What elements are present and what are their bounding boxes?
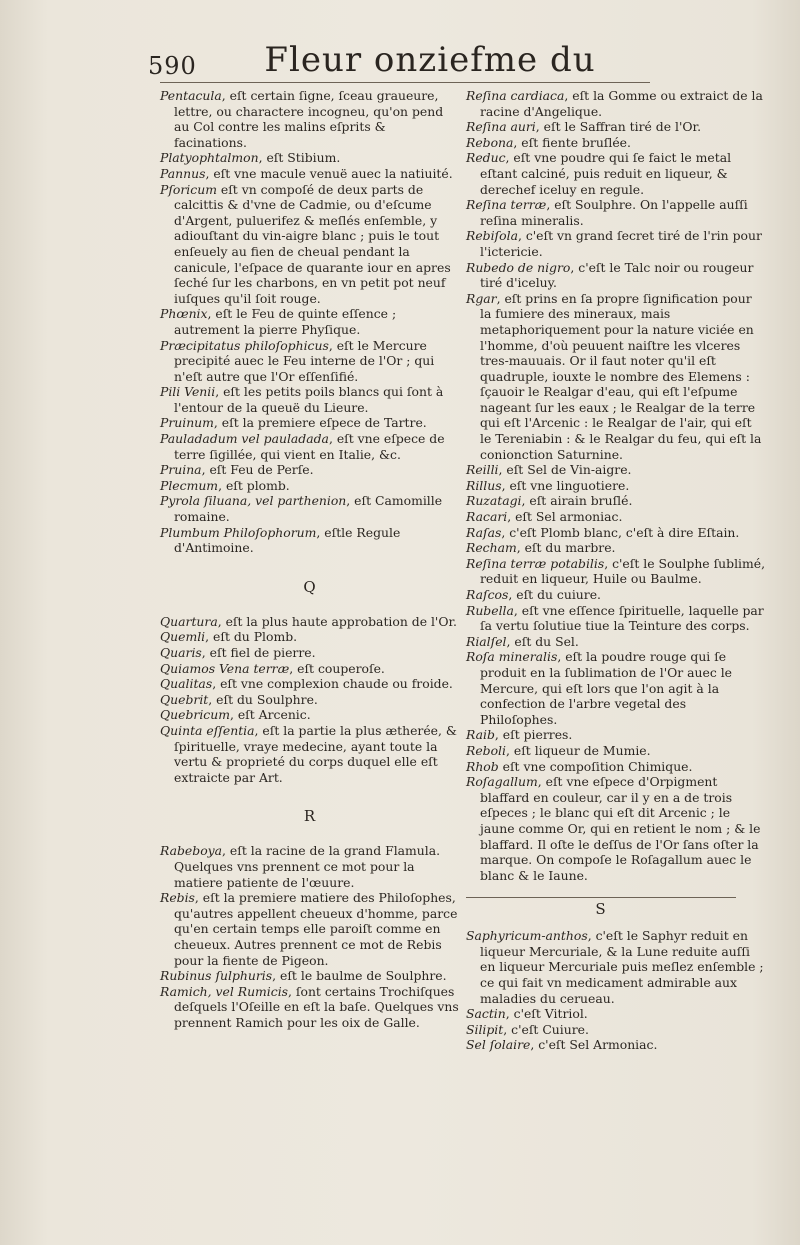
entry-term: Reſina cardiaca — [466, 88, 565, 103]
dictionary-entry — [466, 743, 766, 759]
entry-term: Reduc — [466, 150, 506, 166]
dictionary-entry — [160, 338, 460, 385]
entry-definition: , c'eſt le Saphyr reduit en liqueur Mercuriale, & la Lune reduite auſſi en liqueur Mercuriale puis meſlez enſemble ; ce qui fait vn medicament admirable aux maladies du cerueau. — [480, 928, 764, 1006]
dictionary-entry — [160, 88, 460, 150]
entry-term: Raib — [466, 727, 495, 743]
entry-definition: , eſt plomb. — [218, 477, 290, 493]
header-rule — [160, 82, 650, 83]
dictionary-entry — [466, 1006, 766, 1022]
dictionary-entry — [160, 843, 460, 890]
entry-definition: , eſt du Plomb. — [205, 629, 298, 645]
entries-s — [466, 928, 766, 1053]
dictionary-entry — [466, 556, 766, 587]
running-title: Fleur onziefme du — [264, 40, 596, 80]
dictionary-entry — [160, 462, 460, 478]
dictionary-entry — [160, 150, 460, 166]
dictionary-entry — [466, 525, 766, 541]
dictionary-entry — [466, 119, 766, 135]
entry-term: Reſina auri — [466, 119, 536, 135]
entry-definition: , eſt le baulme de Soulphre. — [272, 968, 447, 984]
entry-term: Quartura — [160, 613, 218, 629]
dictionary-entry — [160, 661, 460, 677]
dictionary-entry — [160, 493, 460, 524]
entry-definition: , eſt vne macule venuë auec la natiuité. — [205, 165, 453, 181]
entry-term: Platyophtalmon — [160, 150, 259, 166]
dictionary-entry — [160, 182, 460, 307]
entry-term: Rubedo de nigro — [466, 259, 571, 275]
entry-term: Quemli — [160, 629, 206, 645]
entry-term: Rhob — [466, 758, 499, 774]
dictionary-entry — [466, 727, 766, 743]
dictionary-entry — [160, 384, 460, 415]
entry-term: Rebis — [160, 890, 195, 906]
dictionary-entry — [466, 509, 766, 525]
entry-term: Plumbum Philoſophorum — [160, 524, 317, 540]
entry-definition: , eſt prins en ſa propre ſignification pour la fumiere des mineraux, mais metaphoriquement pour la nature viciée en l'homme, d'où peuuent naiſtre les vlceres tres-mauuais. Or il faut noter qu'il eſt quadruple, iouxte le nombre des Elemens : ſçauoir le Realgar d'eau, qui eſt l'eſpume nageant ſur les eaux ; le Realgar de la terre qui eſt l'Arcenic : le Realgar de l'air, qui eſt le Tereniabin : & le Realgar du feu, qui eſt la conionction Saturnine. — [480, 290, 762, 462]
entry-definition: , eſt Sel armoniac. — [507, 509, 623, 525]
entry-definition: , eſt du cuiure. — [508, 587, 601, 602]
dictionary-entry — [466, 603, 766, 634]
entry-term: Reilli — [466, 462, 499, 478]
entry-term: Pruina — [160, 462, 202, 478]
entry-term: Saphyricum-anthos — [466, 928, 588, 944]
dictionary-entry — [160, 645, 460, 661]
entry-term: Ruzatagi — [466, 493, 522, 509]
entry-term: Sel ſolaire — [466, 1037, 531, 1053]
entry-term: Pruinum — [160, 415, 214, 431]
entry-definition: , eſt la partie la plus ætherée, & ſpirituelle, vraye medecine, ayant toute la vertu & proprieté du corps duquel elle eſt extraicte par Art. — [174, 722, 457, 785]
entries-q — [160, 614, 460, 786]
entry-term: Rgar — [466, 290, 497, 306]
entry-definition: , c'eſt le Talc noir ou rougeur tiré d'iceluy. — [480, 259, 754, 291]
entry-term: Quiamos Vena terræ — [160, 660, 290, 676]
entry-definition: , eſt pierres. — [494, 727, 573, 743]
entry-term: Quaris — [160, 645, 202, 660]
right-column — [466, 88, 766, 1053]
page-number: 590 — [148, 52, 197, 80]
entry-definition: , eſt la poudre rouge qui ſe produit en la ſublimation de l'Or auec le Mercure, qui eſt lors que l'on agit à la confection de l'arbre vegetal des Philoſophes. — [480, 649, 732, 727]
dictionary-entry — [160, 431, 460, 462]
entry-definition: , eſt vne eſpece d'Orpigment blaffard en couleur, car il y en a de trois eſpeces ; le blanc qui eſt dit Arcenic ; le jaune comme Or, qui en retient le nom ; & le blaffard. Il oſte le deſſus de l'Or ſans oſter la marque. On compoſe le Roſagallum auec le blanc & le Iaune. — [480, 774, 761, 883]
entry-term: Rabeboya — [160, 843, 223, 859]
entry-term: Quebrit — [160, 691, 209, 707]
entry-term: Pentacula — [160, 88, 222, 103]
entry-term: Reſina terræ — [466, 197, 547, 213]
entry-definition: , eſt le Mercure precipité auec le Feu interne de l'Or ; qui n'eſt autre que l'Or eſſenſifié. — [174, 337, 435, 384]
dictionary-entry — [160, 890, 460, 968]
entries-r — [160, 843, 460, 1030]
entry-definition: eſt vne compoſition Chimique. — [498, 758, 693, 774]
entry-definition: , eſt fiente bruſlée. — [513, 134, 631, 150]
dictionary-entry — [466, 540, 766, 556]
entry-term: Raſcos — [466, 587, 509, 602]
entry-definition: , c'eſt Sel Armoniac. — [530, 1037, 658, 1053]
entry-definition: , c'eſt Cuiure. — [503, 1021, 589, 1037]
entry-term: Quinta eſſentia — [160, 722, 255, 738]
entry-term: Rillus — [466, 477, 502, 493]
dictionary-entry — [466, 478, 766, 494]
entry-definition: , eſt Feu de Perſe. — [201, 462, 314, 478]
dictionary-entry — [466, 1037, 766, 1053]
entry-term: Pauladadum vel pauladada — [160, 431, 329, 447]
entry-definition: , eſt vne poudre qui ſe faict le metal eſtant calciné, puis reduit en liqueur, & derechef iceluy en regule. — [480, 150, 732, 197]
dictionary-entry — [160, 723, 460, 785]
section-letter-r: R — [303, 807, 317, 826]
dictionary-entry — [160, 306, 460, 337]
entry-definition: eſt vn compoſé de deux parts de calcittis & d'vne de Cadmie, ou d'eſcume d'Argent, puluerifez & meſlés enſemble, y adiouſtant du vin-aigre blanc ; puis le tout enſeuely au fien de cheual pendant la canicule, l'eſpace de quarante iour en apres ſeché ſur les charbons, en vn petit pot neuf iuſques qu'il ſoit rouge. — [174, 181, 451, 306]
entry-definition: , eſt vne linguotiere. — [501, 477, 630, 493]
left-column — [160, 88, 460, 1030]
entry-term: Pſoricum — [160, 181, 217, 197]
entry-definition: , eſt les petits poils blancs qui ſont à l'entour de la queuë du Lieure. — [174, 384, 444, 415]
entry-term: Pili Venii — [160, 384, 216, 400]
dictionary-entry — [466, 197, 766, 228]
entry-definition: , eſt Camomille romaine. — [174, 493, 443, 525]
dictionary-entry — [160, 692, 460, 708]
entry-definition: , eſt vne complexion chaude ou froide. — [212, 676, 453, 692]
entry-definition: , eſt Stibium. — [258, 150, 341, 166]
entry-term: Rubinus ſulphuris — [160, 968, 273, 984]
entry-definition: , ſont certains Trochiſques deſquels l'Oſeille en eſt la baſe. Quelques vns prennent Ramich pour les oix de Galle. — [174, 983, 459, 1030]
dictionary-entry — [466, 774, 766, 883]
entry-definition: , eſt Sel de Vin-aigre. — [498, 462, 632, 478]
entry-definition: , eſt du marbre. — [516, 540, 616, 556]
entry-definition: , eſt certain ſigne, ſceau graueure, lettre, ou charactere incogneu, qu'on pend au Col contre les malins eſprits & facinations. — [174, 88, 444, 150]
dictionary-entry — [160, 984, 460, 1031]
dictionary-entry — [466, 150, 766, 197]
section-letter-s: S — [466, 897, 736, 918]
dictionary-entry — [160, 415, 460, 431]
dictionary-entry — [160, 968, 460, 984]
dictionary-entry — [466, 1022, 766, 1038]
entry-term: Racari — [466, 509, 508, 525]
entry-term: Pannus — [160, 165, 206, 181]
entries-r-continued — [466, 88, 766, 883]
entry-term: Reſina terræ potabilis — [466, 555, 605, 571]
entry-term: Ramich, vel Rumicis — [160, 983, 289, 999]
entry-definition: , c'eſt vn grand ſecret tiré de l'rin pour l'ictericie. — [480, 228, 762, 259]
dictionary-entry — [466, 462, 766, 478]
page-header — [0, 40, 800, 84]
entry-term: Reboli — [466, 742, 506, 758]
dictionary-entry — [466, 649, 766, 727]
entry-term: Præcipitatus philoſophicus — [160, 337, 329, 353]
entry-term: Roſagallum — [466, 774, 538, 790]
section-letter-q: Q — [303, 577, 317, 596]
entry-definition: , eſt airain bruſlé. — [521, 493, 633, 509]
entry-term: Pyrola ſiluana, vel parthenion — [160, 493, 347, 509]
entry-definition: , c'eſt Vitriol. — [505, 1006, 588, 1022]
entry-term: Silipit — [466, 1021, 504, 1037]
dictionary-entry — [466, 228, 766, 259]
entry-definition: , eſt la premiere eſpece de Tartre. — [213, 415, 427, 431]
entry-definition: , eſt la racine de la grand Flamula. Quelques vns prennent ce mot pour la matiere patiente de l'œuure. — [174, 843, 441, 890]
entry-definition: , eſt la plus haute approbation de l'Or. — [217, 613, 457, 629]
entry-definition: , c'eſt Plomb blanc, c'eſt à dire Eſtain. — [501, 524, 740, 540]
entry-definition: , eſt vne eſſence ſpirituelle, laquelle par ſa vertu ſolutiue tiue la Teinture des corps. — [480, 602, 764, 634]
entry-term: Recham — [466, 540, 517, 556]
entry-definition: , eſt Arcenic. — [229, 707, 311, 723]
entry-definition: , c'eſt le Soulphe ſublimé, reduit en liqueur, Huile ou Baulme. — [480, 555, 766, 587]
dictionary-entry — [466, 928, 766, 1006]
dictionary-entry — [160, 707, 460, 723]
entry-term: Rebiſola — [466, 228, 518, 244]
dictionary-entry — [466, 634, 766, 650]
entry-term: Plecmum — [160, 477, 219, 493]
entry-term: Rubella — [466, 602, 514, 618]
dictionary-entry — [466, 260, 766, 291]
entry-definition: , eſt liqueur de Mumie. — [505, 742, 651, 758]
dictionary-entry — [160, 629, 460, 645]
entry-term: Roſa mineralis — [466, 649, 558, 665]
entry-definition: , eſt la Gomme ou extraict de la racine d'Angelique. — [480, 88, 763, 119]
entry-term: Rebona — [466, 134, 514, 150]
dictionary-entry — [160, 525, 460, 556]
dictionary-entry — [466, 493, 766, 509]
entry-term: Raſas — [466, 524, 502, 540]
entry-definition: , eſt fiel de pierre. — [201, 645, 316, 660]
dictionary-entry — [466, 88, 766, 119]
entry-definition: , eſt vne eſpece de terre ſigillée, qui vient en Italie, &c. — [174, 431, 445, 462]
dictionary-entry — [466, 587, 766, 603]
entry-definition: , eſt du Sel. — [506, 633, 579, 649]
entry-definition: , eſt couperoſe. — [289, 660, 385, 676]
entry-term: Phœnix — [160, 306, 208, 322]
entry-term: Rialſel — [466, 633, 507, 649]
entry-definition: , eſt Soulphre. On l'appelle auſſi reſina mineralis. — [480, 197, 748, 228]
dictionary-entry — [160, 166, 460, 182]
entries-p — [160, 88, 460, 556]
dictionary-entry — [160, 614, 460, 630]
dictionary-entry — [466, 135, 766, 151]
dictionary-entry — [466, 291, 766, 463]
entry-definition: , eſt le Feu de quinte eſſence ; autrement la pierre Phyſique. — [174, 306, 397, 337]
entry-definition: , eſt du Soulphre. — [208, 691, 318, 707]
entry-definition: , eſtle Regule d'Antimoine. — [174, 524, 401, 556]
dictionary-entry — [160, 478, 460, 494]
entry-definition: , eſt le Saffran tiré de l'Or. — [535, 119, 702, 135]
entry-term: Qualitas — [160, 676, 213, 692]
entry-term: Quebricum — [160, 707, 230, 723]
dictionary-entry — [466, 759, 766, 775]
entry-term: Sactin — [466, 1006, 506, 1022]
entry-definition: , eſt la premiere matiere des Philoſophes, qu'autres appellent cheueux d'homme, parce qu'en certain temps elle paroiſt comme en cheueux. Autres prennent ce mot de Rebis pour la fiente de Pigeon. — [174, 890, 458, 968]
dictionary-entry — [160, 676, 460, 692]
